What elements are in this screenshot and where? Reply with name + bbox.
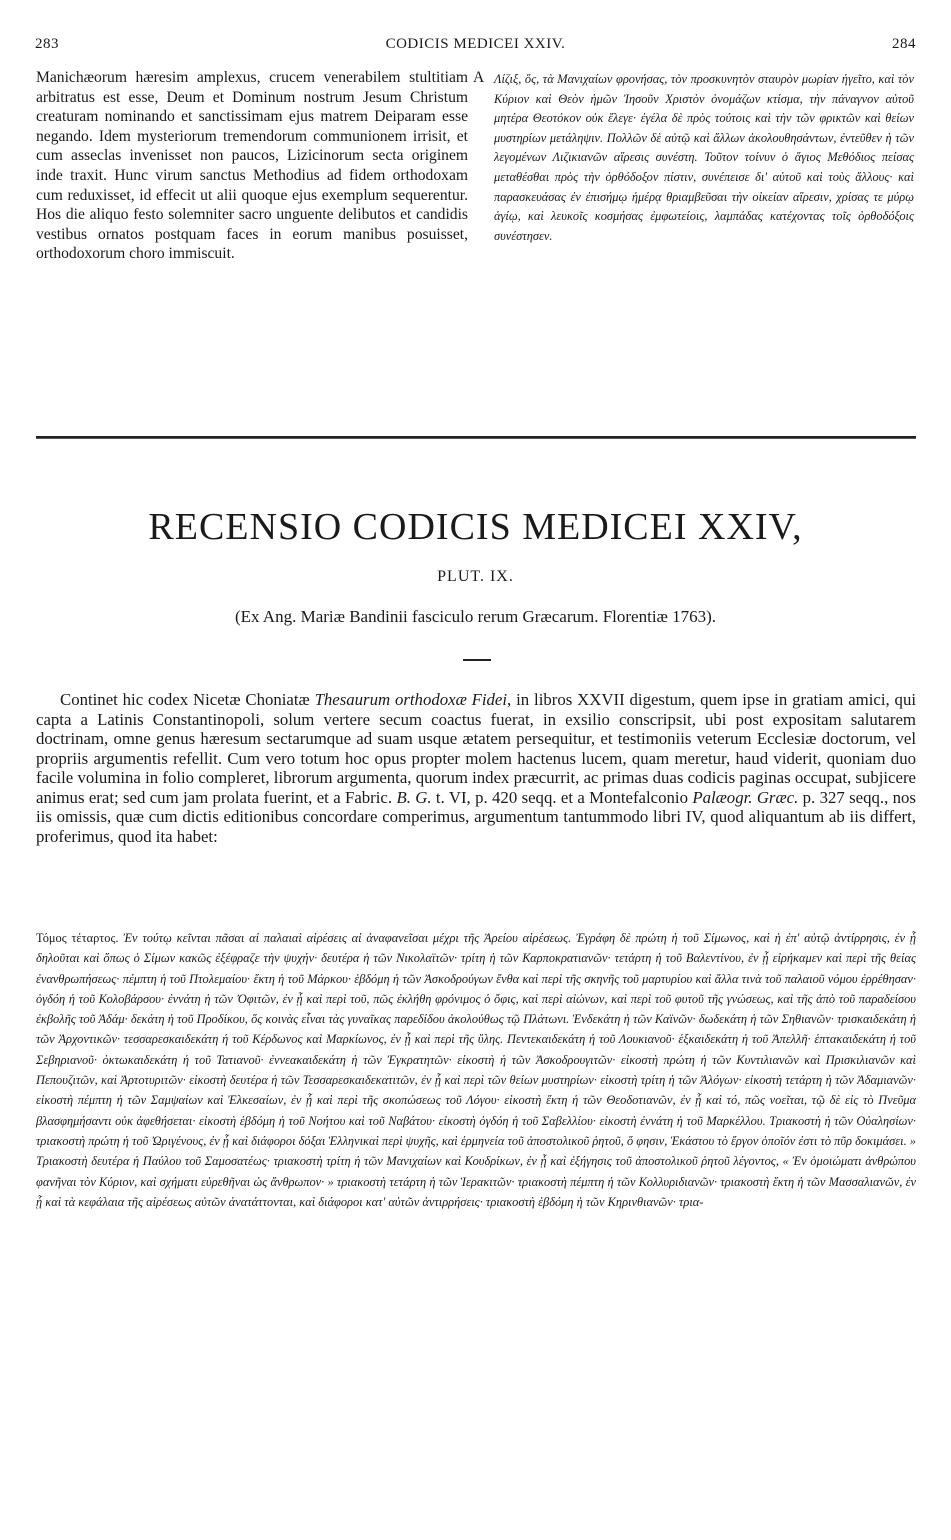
two-column-section (36, 68, 916, 388)
montfaucon-reference: Palæogr. Græc. (692, 787, 799, 807)
source-citation: (Ex Ang. Mariæ Bandinii fasciculo rerum Græcarum. Florentiæ 1763). (234, 607, 717, 626)
running-head (35, 36, 916, 58)
latin-column: Manichæorum hæresim amplexus, crucem venerabilem stultitiam arbitratus est esse, Deum et Dominum nostrum Jesum Christum creaturam nominando et sanctissimam ejus matrem Deiparam esse negando. Idem mysteriorum tremendorum communionem irrisit, et cum asseclas invenisset non paucos, Lizicinorum secta originem inde traxit. Hunc virum sanctus Methodius ad fidem orthodoxam cum reduxisset, id effecit ut alii quoque ejus exemplum sequerentur. Hos die aliquo festo solemniter sacro unguente delibutos et candidis vestibus ornatos postquam faces in eorum manibus posuisset, orthodoxorum choro immiscuit. (36, 69, 468, 263)
greek-index-lead: Τόμος τέταρτος. (36, 931, 119, 945)
greek-index-paragraph (36, 928, 916, 1212)
greek-column: Λίζιξ, ὅς, τὰ Μανιχαίων φρονήσας, τὸν προσκυνητὸν σταυρὸν μωρίαν ἡγεῖτο, καὶ τὸν Κύριον καὶ Θεὸν ἡμῶν Ἰησοῦν Χριστὸν ὀνομάζων κτίσμα, τὴν πάναγνον αὐτοῦ μητέρα Θεοτόκον οὐκ ἔλεγε· ἐγέλα δὲ πρὸς τούτοις καὶ τὴν τῶν φρικτῶν καὶ θείων μυστηρίων μετάληψιν. Πολλῶν δὲ αὐτῷ καὶ ἄλλων ἀκολουθησάντων, ἐντεῦθεν ἡ τῶν λεγομένων Λιζικιανῶν αἵρεσις συνέστη. Τοῦτον τοίνυν ὁ ἅγιος Μεθόδιος πείσας μεταθέσθαι πρὸς τὴν ὀρθόδοξον πίστιν, συνέπεισε δι' αὐτοῦ καὶ τοὺς ἄλλους· καὶ παρασκευάσας ἐν ἐπισήμῳ ἡμέρᾳ θριαμβεῦσαι τὴν οἰκείαν αἵρεσιν, χρίσας τε μύρῳ ἁγίῳ, καὶ λευκοῖς κοσμήσας ἐμφωτείοις, λαμπάδας κατέχοντας τοῖς ὀρθοδόξοις συνέστησεν. (494, 72, 914, 243)
body-text-4: p. 327 seqq., nos iis omissis, quæ cum dictis editionibus concordare comperimus, argumentum tantummodo libri IV, quod aliquantum ab iis differt, proferimus, quod ita habet: (36, 787, 916, 846)
section-title: RECENSIO CODICIS MEDICEI XXIV, (148, 506, 803, 548)
work-title: Thesaurum orthodoxæ Fidei (314, 690, 508, 709)
page-number-right: 284 (892, 36, 916, 52)
section-divider (36, 436, 916, 439)
body-text-3: t. VI, p. 420 seqq. et a Montefalconio (431, 787, 693, 807)
short-divider (463, 659, 491, 661)
body-text-2: , in libros XXVII digestum, quem ipse in gratiam amici, qui capta a Latinis Constantinopoli, solum vertere secum coactus fuerat, in exsilio conscripsit, ubi post expositam salutarem doctrinam, omne genus hæresum sectarumque ad suam usque ætatem persequitur, et testimoniis veterum Ecclesiæ doctorum, vel propriis argumentis refellit. Cum vero totum hoc opus propter molem hactenus lucem, quam meretur, haud viderit, quoniam duo facile volumina in folio compleret, librorum argumenta, quorum index præcurrit, ac primas duas codicis paginas occupat, subjicere animus erat; sed cum jam prolata fuerint, et a Fabric. (36, 690, 916, 807)
page-number-left: 283 (35, 36, 59, 52)
body-text-1: Continet hic codex Nicetæ Choniatæ (60, 690, 315, 709)
section-subtitle: PLUT. IX. (437, 568, 514, 585)
fabric-reference: B. G. (396, 787, 432, 807)
greek-index-text: Ἐν τούτῳ κεῖνται πᾶσαι αἱ παλαιαὶ αἱρέσεις αἱ ἀναφανεῖσαι μέχρι τῆς Ἀρείου αἱρέσεως. Ἐγράφη δὲ πρώτη ἡ τοῦ Σίμωνος, καὶ ἡ ἐπ' αὐτῷ ἀντίρρησις, ἐν ᾗ δηλοῦται καὶ ὅπως ὁ Σίμων κακῶς ἐξέφραζε τὴν ψυχήν· δευτέρα ἡ τῶν Νικολαϊτῶν· τρίτη ἡ τῶν Καρποκρατιανῶν· τετάρτη ἡ τοῦ Βαλεντίνου, ἐν ᾗ εἰρήκαμεν καὶ περὶ τῆς θείας ἐνανθρωπήσεως· πέμπτη ἡ τοῦ Πτολεμαίου· ἕκτη ἡ τοῦ Μάρκου· ἑβδόμη ἡ τῶν Ἀσκοδρούγων ἔνθα καὶ περὶ τῆς σκηνῆς τοῦ μαρτυρίου καὶ ἄλλα τινὰ τοῦ παλαιοῦ νόμου ἐρρέθησαν· ὀγδόη ἡ τοῦ Κολοβάρσου· ἐννάτη ἡ τῶν Ὀφιτῶν, ἐν ᾗ καὶ περὶ τοῦ, πῶς ἐκλήθη φρόνιμος ὁ ὄφις, καὶ περὶ αἰώνων, καὶ περὶ τοῦ φυτοῦ τῆς γνώσεως, καὶ τῆς ἀπὸ τοῦ παραδείσου ἐκβολῆς τοῦ Ἀδάμ· δεκάτη ἡ τοῦ Προδίκου, ὅς κοινὰς εἶναι τὰς γυναῖκας παρεδίδου ἀκολούθως τῷ Πλάτωνι. Ἑνδεκάτη ἡ τῶν Καϊνῶν· δωδεκάτη ἡ τῶν Σηθιανῶν· τρισκαιδεκάτη ἡ τῶν Ἀρχοντικῶν· τεσσαρεσκαιδεκάτη ἡ τοῦ Κέρδωνος καὶ Μαρκίωνος, ἐν ᾗ καὶ περὶ τῆς ὕλης. Πεντεκαιδεκάτη ἡ τοῦ Λουκιανοῦ· ἑξκαιδεκάτη ἡ τοῦ Ἀπελλῆ· ἑπτακαιδεκάτη ἡ τοῦ Σεβηριανοῦ· ὀκτωκαιδεκάτη ἡ τοῦ Τατιανοῦ· ἐννεακαιδεκάτη ἡ τῶν Ἐγκρατητῶν· εἰκοστὴ ἡ τῶν Ἀσκοδρουγιτῶν· εἰκοστὴ πρώτη ἡ τῶν Κυντιλιανῶν καὶ Πρισκιλιανῶν καὶ Πεπουζιτῶν, καὶ Ἀρτοτυριτῶν· εἰκοστὴ δευτέρα ἡ τῶν Τεσσαρεσκαιδεκατιτῶν, ἐν ᾗ καὶ περὶ τῶν θείων μυστηρίων· εἰκοστὴ τρίτη ἡ τῶν Ἀλόγων· εἰκοστὴ τετάρτη ἡ τῶν Ἀδαμιανῶν· εἰκοστὴ πέμπτη ἡ τῶν Σαμψαίων καὶ Ἐλκεσαίων, ἐν ᾗ καὶ περὶ τῆς σκοπώσεως τοῦ Λόγου· εἰκοστὴ ἕκτη ἡ τῶν Θεοδοτιανῶν, ἐν ᾗ καὶ τό, πῶς νοεῖται, τῷ δὲ εἰς τὸ Πνεῦμα βλασφημήσαντι οὐκ ἀφεθήσεται· εἰκοστὴ ἑβδόμη ἡ τοῦ Νοήτου καὶ τοῦ Ναβάτου· εἰκοστὴ ὀγδόη ἡ τοῦ Σαβελλίου· εἰκοστὴ ἐννάτη ἡ τοῦ Μαρκέλλου. Τριακοστὴ ἡ τῶν Οὐαλησίων· τριακοστὴ πρώτη ἡ τοῦ Ὠριγένους, ἐν ᾗ καὶ διάφοροι δόξαι Ἑλληνικαὶ περὶ ψυχῆς, καὶ ἑρμηνεία τοῦ ἀποστολικοῦ ῥητοῦ, ὅ φησιν, Ἑκάστου τὸ ἔργον ὁποῖόν ἐστι τὸ πῦρ δοκιμάσει. » Τριακοστὴ δευτέρα ἡ Παύλου τοῦ Σαμοσατέως· τριακοστὴ τρίτη ἡ τῶν Μανιχαίων καὶ Κουδρίκων, ἐν ᾗ καὶ ἐξήγησις τοῦ ἀποστολικοῦ ῥητοῦ λέγοντος, « Ἐν ὁμοιώματι ἀνθρώπου φανῆναι τὸν Κύριον, καὶ σχήματι εὑρεθῆναι ὡς ἄνθρωπον· » τριακοστὴ τετάρτη ἡ τῶν Ἱερακιτῶν· τριακοστὴ πέμπτη ἡ τῶν Κολλυριδιανῶν· τριακοστὴ ἕκτη ἡ τῶν Μασσαλιανῶν, ἐν ᾗ καὶ τὰ κεφάλαια τῆς αἱρέσεως αὐτῶν ἀνατάττονται, καὶ διάφοροι κατ' αὐτῶν ἀντιρρήσεις· τριακοστὴ ἑβδόμη ἡ τῶν Κηρινθιανῶν· τρια- (36, 931, 916, 1209)
body-paragraph (36, 690, 916, 846)
running-title: CODICIS MEDICEI XXIV. (385, 36, 566, 52)
column-marker: A (473, 69, 485, 86)
